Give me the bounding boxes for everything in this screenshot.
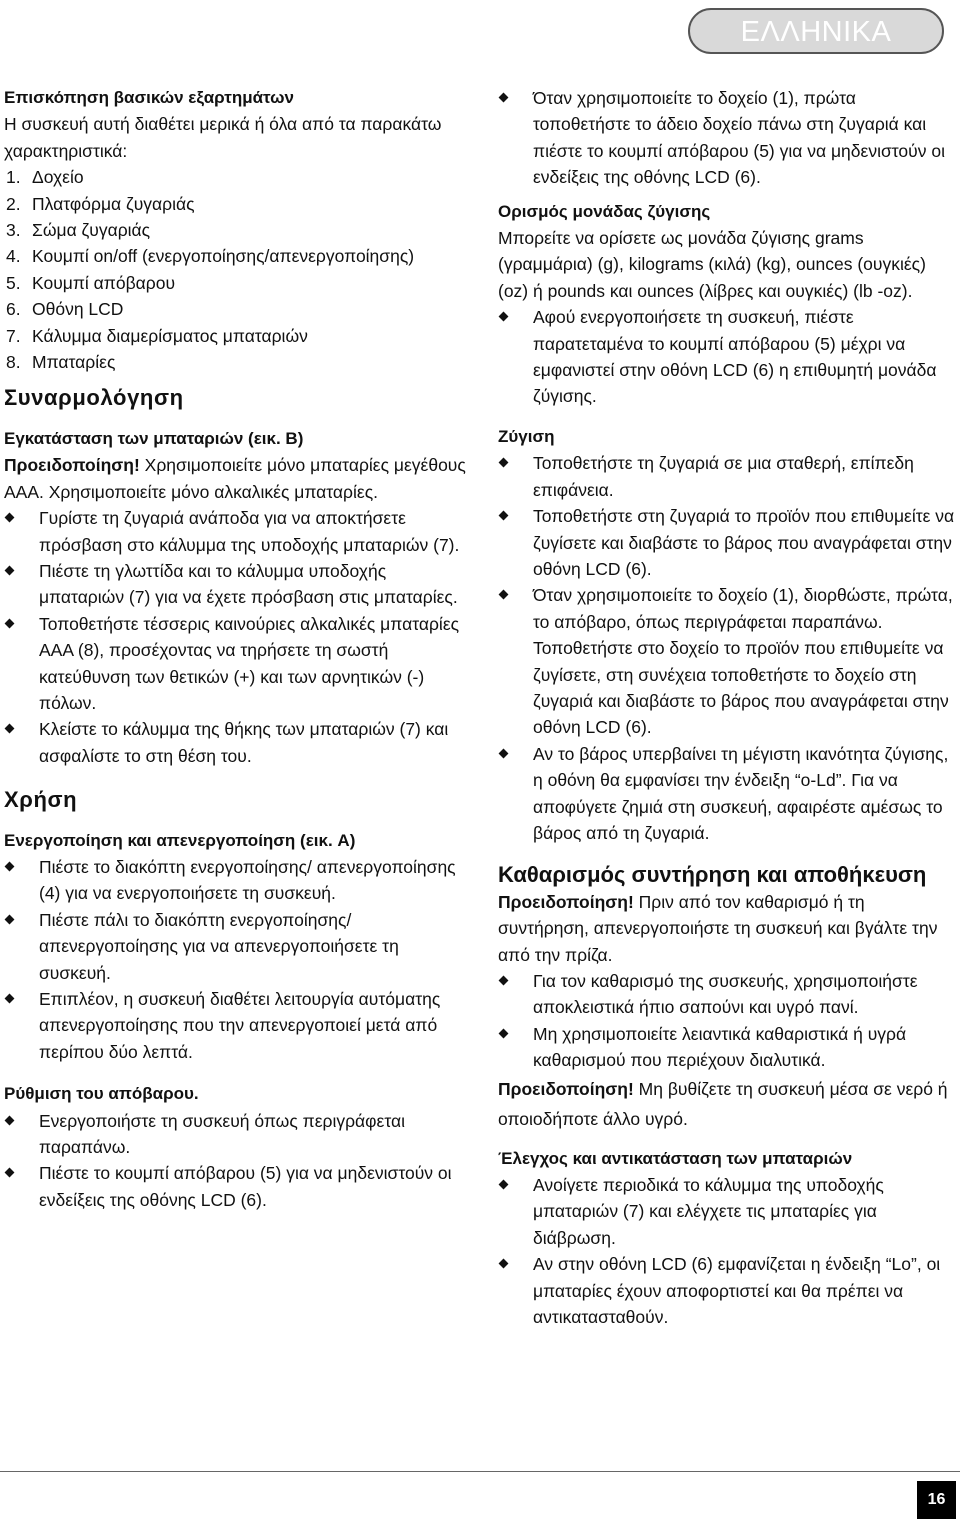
part-label: Οθόνη LCD — [32, 299, 124, 320]
part-number: 1. — [6, 167, 21, 188]
warning-label: Προειδοποίηση! — [498, 891, 634, 912]
list-item — [4, 296, 468, 322]
page-number: 16 — [917, 1481, 956, 1519]
assembly-title: Συναρμολόγηση — [4, 385, 184, 411]
part-label: Πλατφόρμα ζυγαριάς — [32, 193, 195, 214]
part-number: 3. — [6, 220, 21, 241]
warning-label: Προειδοποίηση! — [4, 455, 140, 476]
cleaning-title: Καθαρισμός συντήρηση και αποθήκευση — [498, 862, 927, 888]
part-number: 6. — [6, 299, 21, 320]
part-number: 4. — [6, 246, 21, 267]
bullet-diamond-icon — [499, 976, 509, 986]
use-title: Χρήση — [4, 787, 78, 813]
list-item: Επιπλέον, η συσκευή διαθέτει λειτουργία αυτόματης απενεργοποίησης που την απενεργοποιεί μετά από περίπου δύο λεπτά. — [4, 986, 468, 1065]
bullet-diamond-icon — [499, 93, 509, 103]
bullet-diamond-icon — [5, 618, 15, 628]
language-badge: ΕΛΛΗΝΙΚΑ — [688, 8, 944, 54]
list-item — [4, 164, 468, 190]
part-number: 2. — [6, 193, 21, 214]
list-item: Πιέστε το κουμπί απόβαρου (5) για να μηδενιστούν οι ενδείξεις της οθόνης LCD (6). — [4, 1160, 468, 1213]
weigh-steps — [498, 450, 956, 846]
part-label: Κάλυμμα διαμερίσματος μπαταριών — [32, 325, 308, 346]
footer-divider — [0, 1471, 960, 1472]
cleaning-warning: Προειδοποίηση! Πριν από τον καθαρισμό ή τη συντήρηση, απενεργοποιήστε τη συσκευή και βγάλτε την από την πρίζα. — [498, 891, 938, 965]
battery-title: Εγκατάσταση των μπαταριών (εικ. B) — [4, 428, 304, 448]
list-item — [4, 349, 468, 375]
battery-warning — [4, 452, 468, 505]
cleaning-steps — [498, 968, 956, 1074]
part-label: Κουμπί απόβαρου — [32, 272, 176, 293]
part-label: Σώμα ζυγαριάς — [32, 220, 151, 241]
list-item: Όταν χρησιμοποιείτε το δοχείο (1), πρώτα τοποθετήστε το άδειο δοχείο πάνω στη ζυγαριά και πιέστε το κουμπί απόβαρου (5) για να μηδενιστούν οι ενδείξεις της οθόνης LCD (6). — [498, 85, 956, 191]
list-item — [4, 191, 468, 217]
unit-steps — [498, 304, 956, 410]
list-item — [4, 243, 468, 269]
bullet-diamond-icon — [5, 724, 15, 734]
bullet-diamond-icon — [499, 590, 509, 600]
part-number: 7. — [6, 325, 21, 346]
bullet-diamond-icon — [5, 513, 15, 523]
bullet-diamond-icon — [5, 1168, 15, 1178]
list-item: Αν το βάρος υπερβαίνει τη μέγιστη ικανότητα ζύγισης, η οθόνη θα εμφανίσει την ένδειξη “o-Ld”. Για να αποφύγετε ζημιά στη συσκευή, αφαιρέστε αμέσως το βάρος από τη ζυγαριά. — [498, 741, 956, 847]
bullet-diamond-icon — [499, 1028, 509, 1038]
bullet-diamond-icon — [499, 312, 509, 322]
list-item — [4, 217, 468, 243]
list-item: Τοποθετήστε τη ζυγαριά σε μια σταθερή, επίπεδη επιφάνεια. — [498, 450, 956, 503]
battery-check-title: Έλεγχος και αντικατάσταση των μπαταριών — [498, 1148, 853, 1168]
list-item: Τοποθετήστε στη ζυγαριά το προϊόν που επιθυμείτε να ζυγίσετε και διαβάστε το βάρος που αναγράφεται στην οθόνη LCD (6). — [498, 503, 956, 582]
unit-text: Μπορείτε να ορίσετε ως μονάδα ζύγισης grams (γραμμάρια) (g), kilograms (κιλά) (kg), ounces (ουγκιές) (oz) ή pounds και ounces (λίβρες και ουγκιές) (lb -oz). — [498, 228, 926, 301]
list-item: Τοποθετήστε τέσσερις καινούριες αλκαλικές μπαταρίες AAA (8), προσέχοντας να τηρήσετε τη σωστή κατεύθυνση των θετικών (+) και των αρνητικών (-) πόλων. — [4, 611, 468, 717]
list-item — [4, 323, 468, 349]
part-label: Μπαταρίες — [32, 352, 116, 373]
list-item: Γυρίστε τη ζυγαριά ανάποδα για να αποκτήσετε πρόσβαση στο κάλυμμα της υποδοχής μπαταριών (7). — [4, 505, 468, 558]
bullet-diamond-icon — [499, 458, 509, 468]
list-item: Κλείστε το κάλυμμα της θήκης των μπαταριών (7) και ασφαλίστε το στη θέση του. — [4, 716, 468, 769]
container-steps — [498, 85, 956, 191]
onoff-title: Ενεργοποίηση και απενεργοποίηση (εικ. A) — [4, 830, 356, 850]
list-item: Ενεργοποιήστε τη συσκευή όπως περιγράφεται παραπάνω. — [4, 1108, 468, 1161]
part-number: 5. — [6, 272, 21, 293]
part-label: Κουμπί on/off (ενεργοποίησης/απενεργοποίησης) — [32, 246, 415, 267]
right-column — [498, 85, 956, 1330]
warning-text: Χρησιμοποιείτε μόνο μπαταρίες μεγέθους AAA. Χρησιμοποιείτε μόνο αλκαλικές μπαταρίες. — [4, 455, 466, 502]
bullet-diamond-icon — [5, 565, 15, 575]
list-item: Αν στην οθόνη LCD (6) εμφανίζεται η ένδειξη “Lo”, οι μπαταρίες έχουν αποφορτιστεί και θα πρέπει να αντικατασταθούν. — [498, 1251, 956, 1330]
list-item: Μη χρησιμοποιείτε λειαντικά καθαριστικά ή υγρά καθαρισμού που περιέχουν διαλυτικά. — [498, 1021, 956, 1074]
warning-label: Προειδοποίηση! — [498, 1078, 634, 1099]
bullet-diamond-icon — [5, 914, 15, 924]
list-item: Αφού ενεργοποιήσετε τη συσκευή, πιέστε παρατεταμένα το κουμπί απόβαρου (5) μέχρι να εμφανιστεί στην οθόνη LCD (6) η επιθυμητή μονάδα ζύγισης. — [498, 304, 956, 410]
list-item: Πιέστε τη γλωττίδα και το κάλυμμα υποδοχής μπαταριών (7) για να έχετε πρόσβαση στις μπαταρίες. — [4, 558, 468, 611]
weigh-title: Ζύγιση — [498, 426, 555, 446]
bullet-diamond-icon — [499, 511, 509, 521]
part-label: Δοχείο — [32, 167, 84, 188]
tare-title: Ρύθμιση του απόβαρου. — [4, 1084, 199, 1104]
bullet-diamond-icon — [499, 748, 509, 758]
tare-steps — [4, 1108, 468, 1214]
battery-steps — [4, 505, 468, 769]
battery-check-steps — [498, 1172, 956, 1330]
parts-list — [4, 164, 468, 375]
list-item: Ανοίγετε περιοδικά το κάλυμμα της υποδοχής μπαταριών (7) και ελέγχετε τις μπαταρίες για διάβρωση. — [498, 1172, 956, 1251]
part-number: 8. — [6, 352, 21, 373]
list-item: Πιέστε πάλι το διακόπτη ενεργοποίησης/ απενεργοποίησης για να απενεργοποιήσετε τη συσκευή. — [4, 907, 468, 986]
list-item: Για τον καθαρισμό της συσκευής, χρησιμοποιήστε αποκλειστικά ήπιο σαπούνι και υγρό πανί. — [498, 968, 956, 1021]
bullet-diamond-icon — [5, 994, 15, 1004]
bullet-diamond-icon — [499, 1180, 509, 1190]
bullet-diamond-icon — [5, 862, 15, 872]
unit-title: Ορισμός μονάδας ζύγισης — [498, 201, 711, 221]
bullet-diamond-icon — [499, 1259, 509, 1269]
list-item: Πιέστε το διακόπτη ενεργοποίησης/ απενεργοποίησης (4) για να ενεργοποιήσετε τη συσκευή. — [4, 854, 468, 907]
overview-title: Επισκόπηση βασικών εξαρτημάτων — [4, 88, 294, 107]
cleaning-warning-2: Προειδοποίηση! Μη βυθίζετε τη συσκευή μέσα σε νερό ή οποιοδήποτε άλλο υγρό. — [498, 1078, 948, 1129]
onoff-steps — [4, 854, 468, 1065]
left-column — [4, 85, 468, 1213]
list-item — [4, 270, 468, 296]
overview-intro: Η συσκευή αυτή διαθέτει μερικά ή όλα από τα παρακάτω χαρακτηριστικά: — [4, 114, 442, 161]
bullet-diamond-icon — [5, 1115, 15, 1125]
list-item: Όταν χρησιμοποιείτε το δοχείο (1), διορθώστε, πρώτα, το απόβαρο, όπως περιγράφεται παραπάνω. Τοποθετήστε στο δοχείο το προϊόν που επιθυμείτε να ζυγίσετε, στη συνέχεια τοποθετήστε το δοχείο στη ζυγαριά και διαβάστε το βάρος που αναγράφεται στην οθόνη LCD (6). — [498, 582, 956, 740]
